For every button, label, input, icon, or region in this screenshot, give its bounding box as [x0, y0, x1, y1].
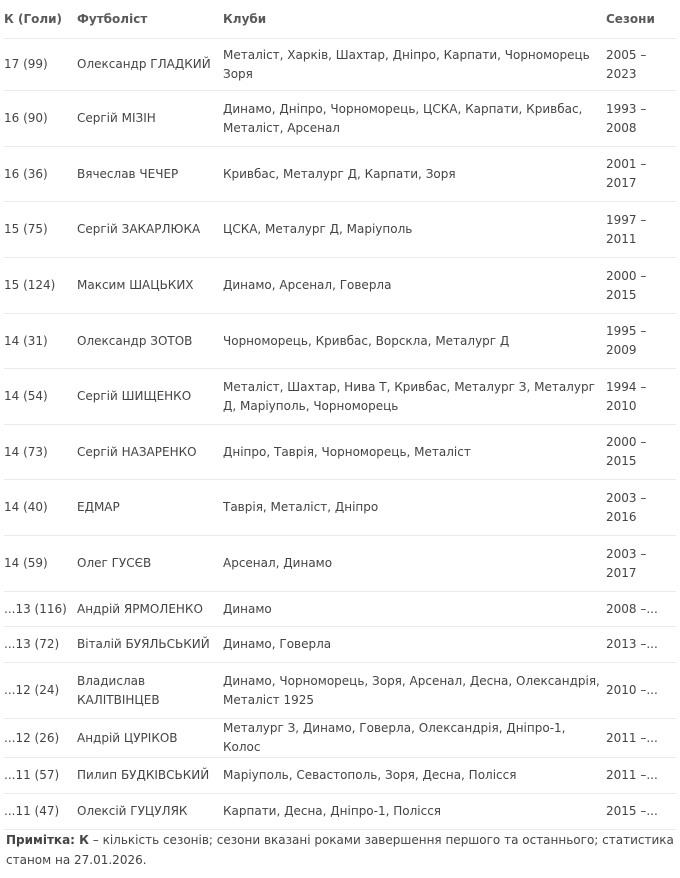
row-seasons: 2010 –...	[606, 663, 676, 719]
row-seasons: 2005 – 2023	[606, 39, 676, 91]
row-clubs: Карпати, Десна, Дніпро-1, Полісся	[223, 794, 606, 830]
row-clubs: Динамо, Говерла	[223, 627, 606, 663]
row-clubs: Динамо, Арсенал, Говерла	[223, 258, 606, 314]
footnote-label: Примітка: К	[6, 833, 89, 847]
footnote-text: – кількість сезонів; сезони вказані роками завершення першого та останнього; статистика станом на 27.01.2026.	[6, 833, 674, 867]
row-player: Віталій БУЯЛЬСЬКИЙ	[77, 627, 223, 663]
row-seasons-goals: ...11 (47)	[4, 794, 77, 830]
row-clubs: ЦСКА, Металург Д, Маріуполь	[223, 202, 606, 258]
row-player: Сергій ЗАКАРЛЮКА	[77, 202, 223, 258]
row-seasons-goals: 14 (59)	[4, 536, 77, 592]
header-seasons: Сезони	[606, 0, 676, 39]
row-player: Сергій ШИЩЕНКО	[77, 369, 223, 425]
table-row	[4, 369, 676, 425]
row-seasons: 2008 –...	[606, 592, 676, 627]
row-player: Владислав КАЛІТВІНЦЕВ	[77, 663, 223, 719]
row-seasons: 1997 – 2011	[606, 202, 676, 258]
row-seasons-goals: 14 (31)	[4, 314, 77, 369]
table-row	[4, 314, 676, 369]
row-clubs: Таврія, Металіст, Дніпро	[223, 480, 606, 536]
row-player: Олег ГУСЄВ	[77, 536, 223, 592]
table-row	[4, 758, 676, 794]
row-seasons: 1994 – 2010	[606, 369, 676, 425]
table-row	[4, 627, 676, 663]
row-player: Пилип БУДКІВСЬКИЙ	[77, 758, 223, 794]
header-player: Футболіст	[77, 0, 223, 39]
players-table	[4, 0, 676, 830]
row-clubs: Дніпро, Таврія, Чорноморець, Металіст	[223, 425, 606, 480]
row-clubs: Динамо	[223, 592, 606, 627]
row-clubs: Динамо, Дніпро, Чорноморець, ЦСКА, Карпати, Кривбас, Металіст, Арсенал	[223, 91, 606, 147]
row-player: Сергій НАЗАРЕНКО	[77, 425, 223, 480]
row-player: Максим ШАЦЬКИХ	[77, 258, 223, 314]
header-clubs: Клуби	[223, 0, 606, 39]
row-seasons: 2000 – 2015	[606, 425, 676, 480]
row-seasons: 2011 –...	[606, 758, 676, 794]
row-clubs: Металург З, Динамо, Говерла, Олександрія, Дніпро-1, Колос	[223, 719, 606, 758]
table-row	[4, 425, 676, 480]
table-header-row	[4, 0, 676, 39]
row-player: Андрій ЯРМОЛЕНКО	[77, 592, 223, 627]
row-player: Сергій МІЗІН	[77, 91, 223, 147]
row-seasons: 2013 –...	[606, 627, 676, 663]
row-seasons-goals: 16 (36)	[4, 147, 77, 202]
row-clubs: Арсенал, Динамо	[223, 536, 606, 592]
row-player: Олексій ГУЦУЛЯК	[77, 794, 223, 830]
table-row	[4, 147, 676, 202]
row-seasons-goals: 14 (73)	[4, 425, 77, 480]
row-seasons-goals: 15 (124)	[4, 258, 77, 314]
table-row	[4, 91, 676, 147]
row-seasons-goals: 17 (99)	[4, 39, 77, 91]
row-seasons-goals: 16 (90)	[4, 91, 77, 147]
row-seasons-goals: ...13 (116)	[4, 592, 77, 627]
table-row	[4, 794, 676, 830]
table-row	[4, 480, 676, 536]
row-seasons: 1995 – 2009	[606, 314, 676, 369]
row-player: Андрій ЦУРІКОВ	[77, 719, 223, 758]
row-seasons: 2003 – 2017	[606, 536, 676, 592]
footnote	[6, 830, 678, 870]
row-clubs: Чорноморець, Кривбас, Ворскла, Металург Д	[223, 314, 606, 369]
row-seasons-goals: ...12 (26)	[4, 719, 77, 758]
row-player: ЕДМАР	[77, 480, 223, 536]
row-player: Олександр ГЛАДКИЙ	[77, 39, 223, 91]
row-seasons: 2001 – 2017	[606, 147, 676, 202]
row-seasons: 2011 –...	[606, 719, 676, 758]
table-row	[4, 258, 676, 314]
row-clubs: Маріуполь, Севастополь, Зоря, Десна, Полісся	[223, 758, 606, 794]
row-seasons-goals: ...11 (57)	[4, 758, 77, 794]
table-row	[4, 592, 676, 627]
table-row	[4, 536, 676, 592]
table-row	[4, 719, 676, 758]
row-seasons: 2000 – 2015	[606, 258, 676, 314]
table-row	[4, 39, 676, 91]
row-clubs: Металіст, Шахтар, Нива Т, Кривбас, Металург З, Металург Д, Маріуполь, Чорноморець	[223, 369, 606, 425]
row-seasons-goals: ...12 (24)	[4, 663, 77, 719]
row-clubs: Кривбас, Металург Д, Карпати, Зоря	[223, 147, 606, 202]
table-row	[4, 663, 676, 719]
row-seasons-goals: ...13 (72)	[4, 627, 77, 663]
row-seasons-goals: 14 (40)	[4, 480, 77, 536]
row-seasons: 1993 – 2008	[606, 91, 676, 147]
row-seasons: 2003 – 2016	[606, 480, 676, 536]
table-row	[4, 202, 676, 258]
row-seasons-goals: 15 (75)	[4, 202, 77, 258]
header-seasons-goals: К (Голи)	[4, 0, 77, 39]
row-clubs: Динамо, Чорноморець, Зоря, Арсенал, Десна, Олександрія, Металіст 1925	[223, 663, 606, 719]
row-player: Вячеслав ЧЕЧЕР	[77, 147, 223, 202]
row-seasons-goals: 14 (54)	[4, 369, 77, 425]
row-seasons: 2015 –...	[606, 794, 676, 830]
table-body	[4, 39, 676, 830]
row-player: Олександр ЗОТОВ	[77, 314, 223, 369]
row-clubs: Металіст, Харків, Шахтар, Дніпро, Карпати, Чорноморець Зоря	[223, 39, 606, 91]
